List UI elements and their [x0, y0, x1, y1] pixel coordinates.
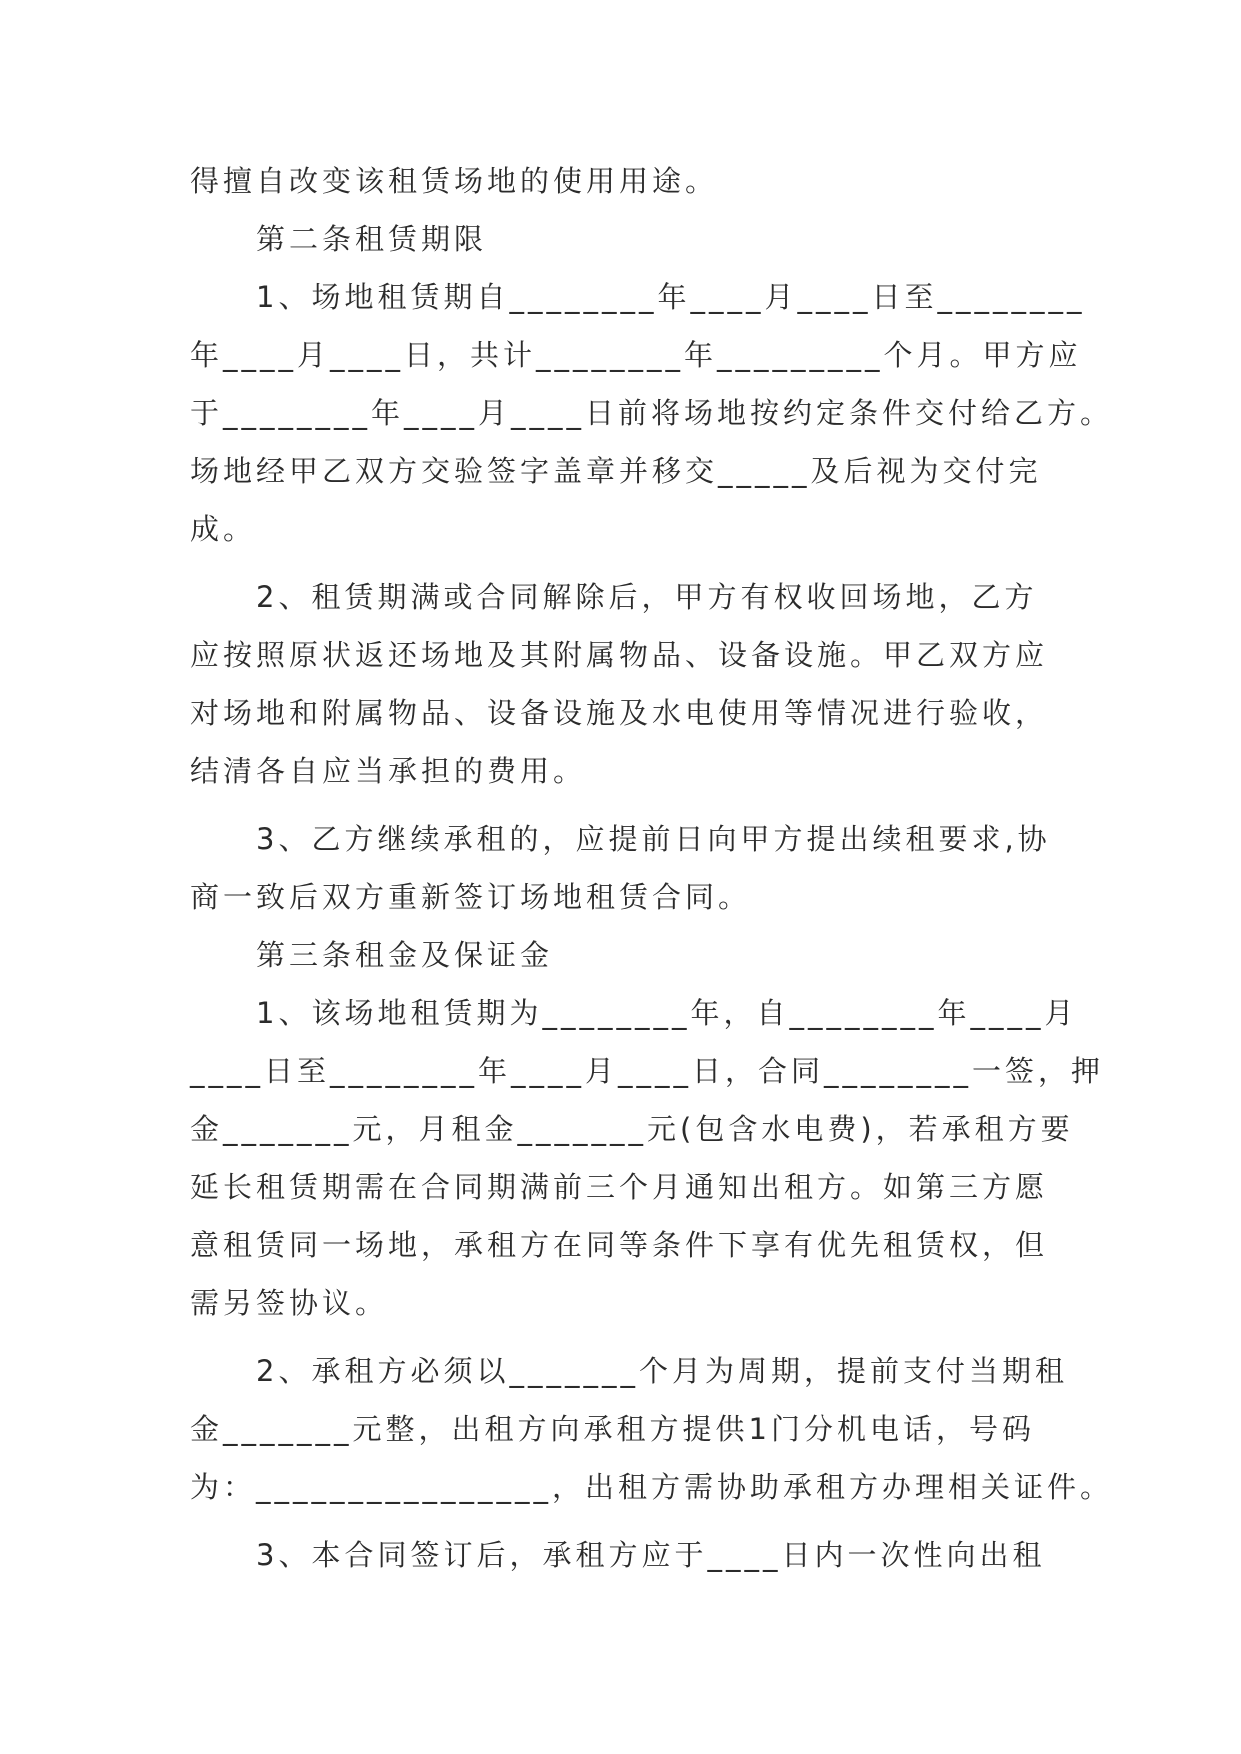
text-line: ____日至________年____月____日，合同________一签，押	[190, 1054, 1105, 1088]
text-line: 3、乙方继续承租的，应提前日向甲方提出续租要求,协	[256, 822, 1051, 856]
text-line: 成。	[190, 512, 257, 546]
document-body	[190, 152, 1114, 1584]
text-line: 应按照原状返还场地及其附属物品、设备设施。甲乙双方应	[190, 638, 1049, 672]
text-line: 商一致后双方重新签订场地租赁合同。	[190, 880, 752, 914]
text-line: 需另签协议。	[190, 1286, 389, 1320]
text-line: 年____月____日，共计________年_________个月。甲方应	[190, 338, 1082, 372]
text-line: 2、承租方必须以_______个月为周期，提前支付当期租	[256, 1354, 1068, 1388]
text-line: 于________年____月____日前将场地按约定条件交付给乙方。	[190, 396, 1114, 430]
text-line: 意租赁同一场地，承租方在同等条件下享有优先租赁权，但	[190, 1228, 1049, 1262]
text-line: 1、场地租赁期自________年____月____日至________	[256, 280, 1086, 314]
text-line: 金_______元，月租金_______元(包含水电费)，若承租方要	[190, 1112, 1074, 1146]
text-line: 1、该场地租赁期为________年，自________年____月	[256, 996, 1078, 1030]
text-line: 金_______元整，出租方向承租方提供1门分机电话，号码	[190, 1412, 1035, 1446]
text-line: 结清各自应当承担的费用。	[190, 754, 587, 788]
text-line: 为：________________，出租方需协助承租方办理相关证件。	[190, 1470, 1114, 1504]
text-line: 第三条租金及保证金	[256, 938, 554, 972]
text-line: 得擅自改变该租赁场地的使用用途。	[190, 164, 719, 198]
text-line: 场地经甲乙双方交验签字盖章并移交_____及后视为交付完	[190, 454, 1042, 488]
text-line: 3、本合同签订后，承租方应于____日内一次性向出租	[256, 1538, 1046, 1572]
text-line: 对场地和附属物品、设备设施及水电使用等情况进行验收，	[190, 696, 1049, 730]
text-line: 第二条租赁期限	[256, 222, 488, 256]
text-line: 延长租赁期需在合同期满前三个月通知出租方。如第三方愿	[190, 1170, 1049, 1204]
text-line: 2、租赁期满或合同解除后，甲方有权收回场地，乙方	[256, 580, 1038, 614]
